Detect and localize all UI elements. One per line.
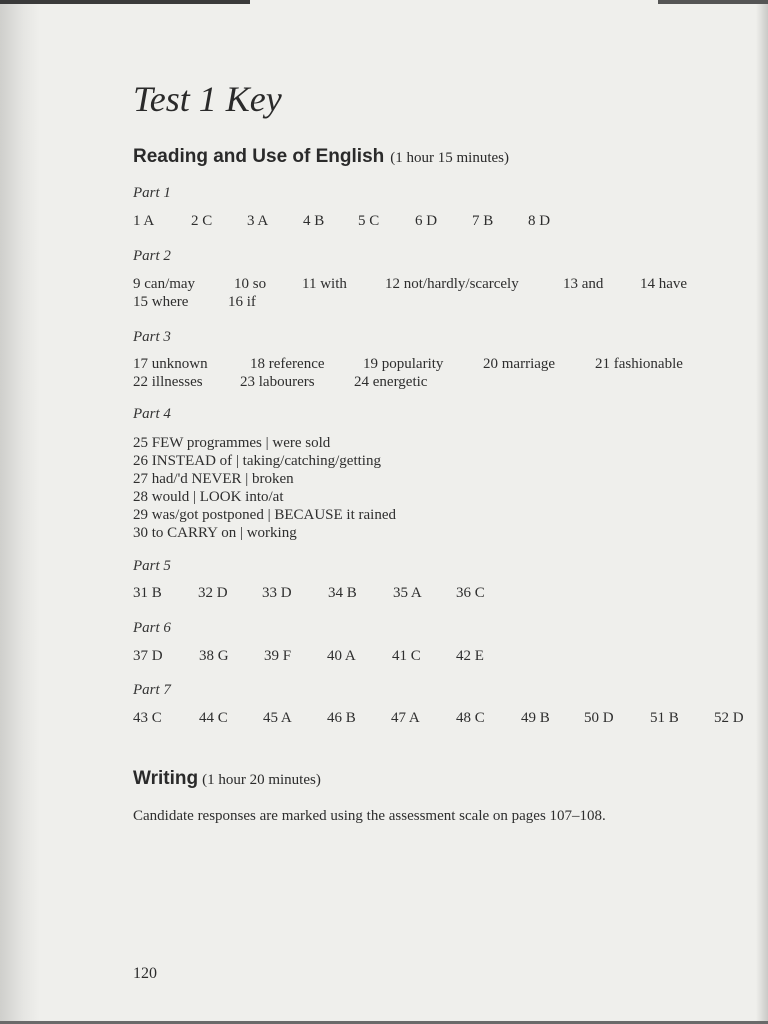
- answer-item: 18 reference: [250, 356, 325, 372]
- answer-item: 48 C: [456, 710, 485, 726]
- answer-item: 38 G: [199, 648, 229, 664]
- answer-item: 51 B: [650, 710, 679, 726]
- answer-item: 23 labourers: [240, 374, 315, 390]
- scan-edge-top: [0, 0, 250, 4]
- answer-item: 19 popularity: [363, 356, 444, 372]
- transformation-line: 27 had/'d NEVER | broken: [133, 471, 294, 487]
- answer-item: 17 unknown: [133, 356, 208, 372]
- part2-label: Part 2: [133, 248, 171, 264]
- answer-item: 50 D: [584, 710, 614, 726]
- reading-section-heading: [133, 146, 509, 168]
- answer-item: 13 and: [563, 276, 604, 292]
- answer-item: 34 B: [328, 585, 357, 601]
- answer-item: 14 have: [640, 276, 688, 292]
- answer-item: 44 C: [199, 710, 228, 726]
- answer-item: 45 A: [263, 710, 292, 726]
- answer-item: 5 C: [358, 213, 380, 229]
- part7-label: Part 7: [133, 682, 171, 698]
- scan-edge-top-right: [658, 0, 768, 4]
- transformation-line: 25 FEW programmes | were sold: [133, 435, 331, 451]
- page-shadow-right: [756, 0, 768, 1024]
- answer-item: 16 if: [228, 294, 256, 310]
- answer-item: 12 not/hardly/scarcely: [385, 276, 519, 292]
- writing-note: Candidate responses are marked using the assessment scale on pages 107–108.: [133, 808, 606, 824]
- answer-item: 20 marriage: [483, 356, 556, 372]
- answer-item: 6 D: [415, 213, 438, 229]
- transformation-line: 28 would | LOOK into/at: [133, 489, 284, 505]
- answer-item: 46 B: [327, 710, 356, 726]
- part3-label: Part 3: [133, 329, 171, 345]
- page-number: 120: [133, 965, 157, 982]
- answer-item: 3 A: [247, 213, 269, 229]
- answer-item: 10 so: [234, 276, 267, 292]
- answer-item: 15 where: [133, 294, 189, 310]
- answer-item: 2 C: [191, 213, 213, 229]
- answer-item: 4 B: [303, 213, 325, 229]
- part4-label: Part 4: [133, 406, 171, 422]
- answer-item: 33 D: [262, 585, 292, 601]
- writing-heading-text: Writing: [133, 768, 199, 789]
- answer-item: 22 illnesses: [133, 374, 203, 390]
- answer-item: 49 B: [521, 710, 550, 726]
- answer-item: 39 F: [264, 648, 292, 664]
- part5-label: Part 5: [133, 558, 171, 574]
- answer-item: 35 A: [393, 585, 422, 601]
- writing-section-heading: [133, 768, 321, 790]
- reading-heading-text: Reading and Use of English: [133, 146, 385, 167]
- answer-item: 43 C: [133, 710, 162, 726]
- answer-item: 11 with: [302, 276, 347, 292]
- transformation-line: 30 to CARRY on | working: [133, 525, 297, 541]
- answer-item: 1 A: [133, 213, 155, 229]
- answer-item: 21 fashionable: [595, 356, 683, 372]
- answer-item: 41 C: [392, 648, 421, 664]
- answer-item: 36 C: [456, 585, 485, 601]
- part1-label: Part 1: [133, 185, 171, 201]
- answer-item: 37 D: [133, 648, 163, 664]
- answer-item: 24 energetic: [354, 374, 428, 390]
- answer-item: 31 B: [133, 585, 162, 601]
- part6-label: Part 6: [133, 620, 171, 636]
- transformation-line: 26 INSTEAD of | taking/catching/getting: [133, 453, 381, 469]
- transformation-line: 29 was/got postponed | BECAUSE it rained: [133, 507, 396, 523]
- answer-item: 32 D: [198, 585, 228, 601]
- answer-item: 8 D: [528, 213, 551, 229]
- reading-duration: (1 hour 15 minutes): [390, 150, 509, 166]
- answer-item: 52 D: [714, 710, 744, 726]
- page-title: Test 1 Key: [133, 79, 282, 119]
- answer-item: 40 A: [327, 648, 356, 664]
- answer-item: 7 B: [472, 213, 494, 229]
- answer-item: 42 E: [456, 648, 484, 664]
- page-shadow-left: [0, 0, 40, 1024]
- answer-item: 9 can/may: [133, 276, 196, 292]
- writing-duration: (1 hour 20 minutes): [202, 772, 321, 788]
- answer-item: 47 A: [391, 710, 420, 726]
